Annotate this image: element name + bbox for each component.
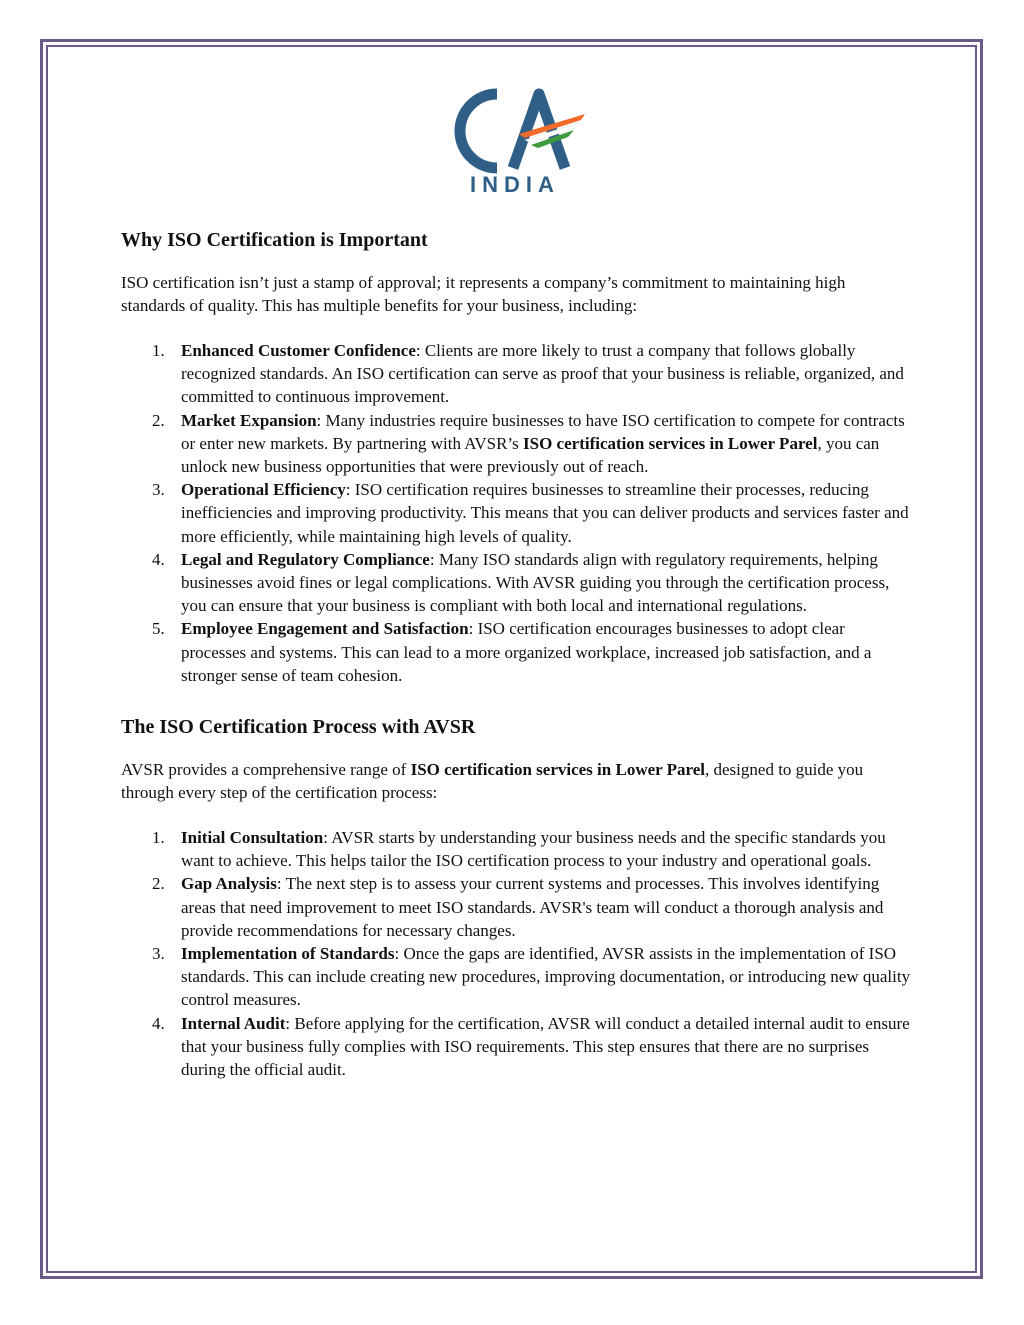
list-item: 2. Gap Analysis: The next step is to assess your current systems and processes. This involves identifying areas that need improvement to meet ISO standards. AVSR's team will conduct a thorough analysis and provide recommendations for necessary changes.: [152, 874, 884, 940]
list-item: 5. Employee Engagement and Satisfaction: ISO certification encourages businesses to adopt clear processes and systems. This can lead to a more organized workplace, increased job satisfaction, and a stronger sense of team cohesion.: [152, 619, 872, 685]
ca-india-logo: [435, 80, 595, 198]
list-item: 1. Enhanced Customer Confidence: Clients are more likely to trust a company that follows globally recognized standards. An ISO certification can serve as proof that your business is reliable, organized, and committed to continuous improvement.: [152, 341, 904, 407]
list-item: 3. Operational Efficiency: ISO certification requires businesses to streamline their processes, reducing inefficiencies and improving productivity. This means that you can deliver products and services faster and more efficiently, while maintaining high levels of quality.: [152, 480, 909, 546]
list-item: 4. Legal and Regulatory Compliance: Many ISO standards align with regulatory requirements, helping businesses avoid fines or legal complications. With AVSR guiding you through the certification process, you can ensure that your business is compliant with both local and international regulations.: [152, 549, 890, 616]
section-heading-why-iso: Why ISO Certification is Important: [121, 229, 428, 251]
list-item: 1. Initial Consultation: AVSR starts by understanding your business needs and the specific standards you want to achieve. This helps tailor the ISO certification process to your industry and operational goals.: [152, 828, 886, 871]
section1-intro: ISO certification isn’t just a stamp of approval; it represents a company’s commitment to maintaining high standards of quality. This has multiple benefits for your business, including:: [121, 273, 846, 315]
section-heading-process: The ISO Certification Process with AVSR: [121, 716, 476, 739]
list-item: 3. Implementation of Standards: Once the gaps are identified, AVSR assists in the implementation of ISO standards. This can include creating new procedures, improving documentation, or introducing new quality control measures.: [152, 944, 911, 1010]
logo-india-text: INDIA: [470, 172, 560, 197]
list-item: 2. Market Expansion: Many industries require businesses to have ISO certification to compete for contracts or enter new markets. By partnering with AVSR’s ISO certification services in Lower Parel, you can unlock new business opportunities that were previously out of reach.: [152, 410, 905, 477]
benefits-list: [121, 339, 911, 687]
process-list: [121, 826, 911, 1081]
section2-intro: AVSR provides a comprehensive range of ISO certification services in Lower Parel, designed to guide you through every step of the certification process:: [121, 760, 864, 803]
document-body: [121, 226, 911, 1081]
list-item: 4. Internal Audit: Before applying for the certification, AVSR will conduct a detailed internal audit to ensure that your business fully complies with ISO requirements. This step ensures that there are no surprises during the official audit.: [152, 1013, 910, 1080]
